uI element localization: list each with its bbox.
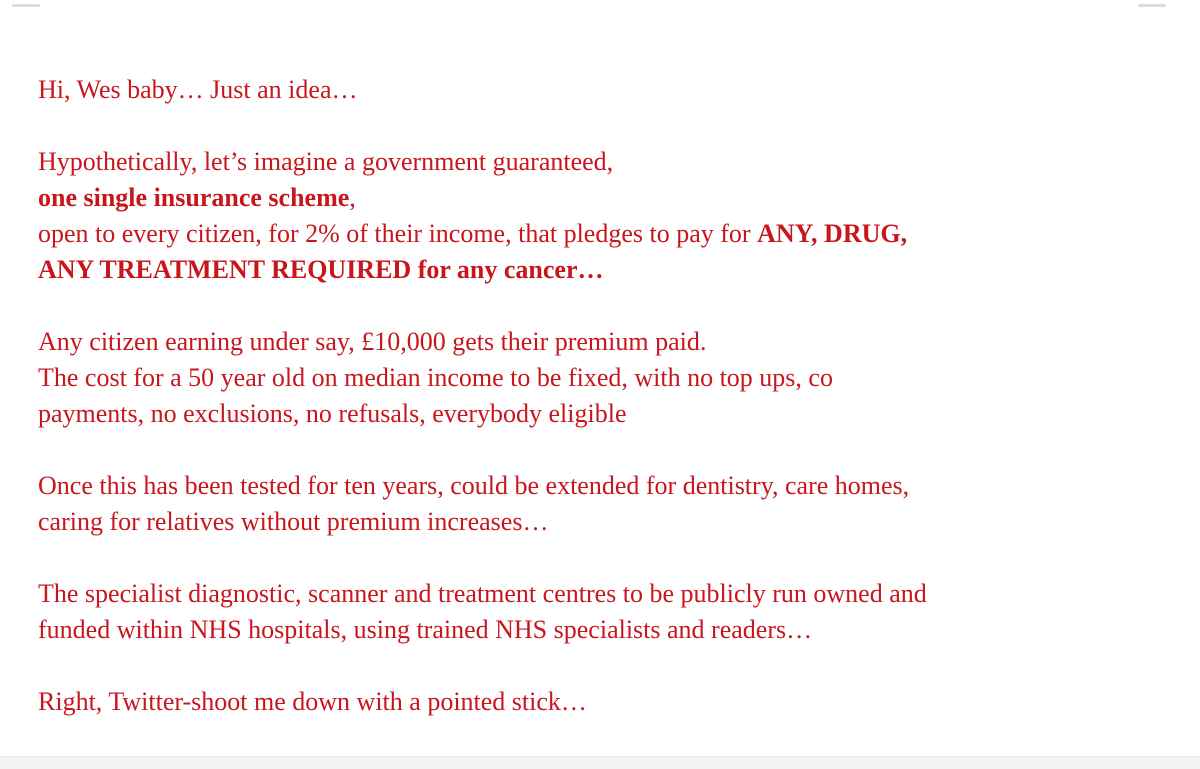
premium-line-2: The cost for a 50 year old on median income to be fixed, with no top ups, co [38, 363, 833, 392]
paragraph-gap [38, 432, 1158, 468]
closing-line: Right, Twitter-shoot me down with a pointed stick… [38, 687, 587, 716]
premium-line-1: Any citizen earning under say, £10,000 gets their premium paid. [38, 327, 707, 356]
paragraph-gap [38, 288, 1158, 324]
top-left-edge-mark [12, 4, 40, 7]
premium-line-3: payments, no exclusions, no refusals, everybody eligible [38, 399, 627, 428]
top-right-edge-mark [1138, 4, 1166, 7]
paragraph-gap [38, 108, 1158, 144]
extension-line-2: caring for relatives without premium increases… [38, 507, 549, 536]
proposal-line-2 [38, 180, 1158, 216]
paragraph-centres [38, 576, 1158, 648]
extension-line-1: Once this has been tested for ten years, could be extended for dentistry, care homes, [38, 471, 910, 500]
paragraph-gap [38, 648, 1158, 684]
proposal-line-3 [38, 216, 1158, 252]
proposal-line-3-text: open to every citizen, for 2% of their income, that pledges to pay for [38, 219, 758, 248]
scheme-comma: , [349, 183, 356, 212]
any-treatment-emphasis: ANY TREATMENT REQUIRED for any cancer… [38, 255, 604, 284]
paragraph-proposal [38, 144, 1158, 288]
proposal-line-1: Hypothetically, let’s imagine a government guaranteed, [38, 147, 614, 176]
centres-line-1: The specialist diagnostic, scanner and treatment centres to be publicly run owned and [38, 579, 927, 608]
centres-line-2: funded within NHS hospitals, using trained NHS specialists and readers… [38, 615, 813, 644]
greeting-line: Hi, Wes baby… Just an idea… [38, 75, 358, 104]
paragraph-premium [38, 324, 1158, 432]
scheme-emphasis: one single insurance scheme [38, 183, 350, 212]
paragraph-extension [38, 468, 1158, 540]
paragraph-gap [38, 540, 1158, 576]
letter-body [38, 72, 1158, 720]
any-drug-emphasis: ANY, DRUG, [757, 219, 908, 248]
bottom-edge-strip [0, 756, 1200, 769]
